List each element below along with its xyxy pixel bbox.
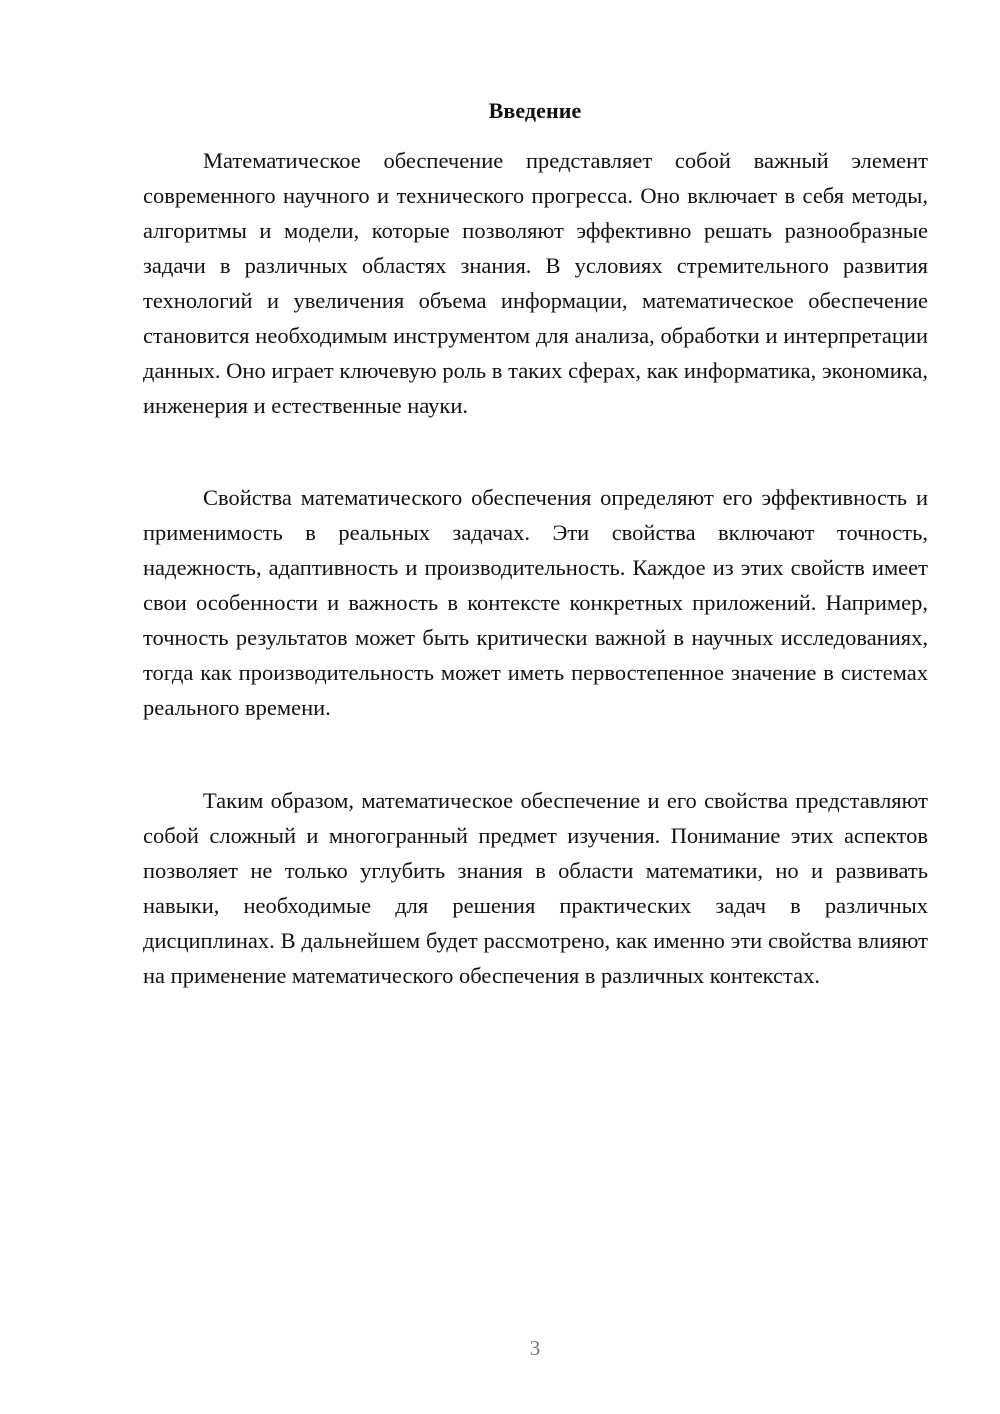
paragraph-2: Свойства математического обеспечения определяют его эффективность и применимость в реальных задачах. Эти свойства включают точность, надежность, адаптивность и производительность. Каждое из этих свойств имеет свои особенности и важность в контексте конкретных приложений. Например, точность результатов может быть критически важной в научных исследованиях, тогда как производительность может иметь первостепенное значение в системах реального времени. <box>143 485 928 720</box>
paragraph-3-block <box>143 783 928 993</box>
page-number: 3 <box>529 1336 541 1360</box>
paragraph-1-block <box>143 143 928 423</box>
paragraph-1: Математическое обеспечение представляет собой важный элемент современного научного и технического прогресса. Оно включает в себя методы, алгоритмы и модели, которые позволяют эффективно решать разнообразные задачи в различных областях знания. В условиях стремительного развития технологий и увеличения объема информации, математическое обеспечение становится необходимым инструментом для анализа, обработки и интерпретации данных. Оно играет ключевую роль в таких сферах, как информатика, экономика, инженерия и естественные науки. <box>143 148 928 418</box>
page-title: Введение <box>488 98 582 123</box>
paragraph-3: Таким образом, математическое обеспечение и его свойства представляют собой сложный и многогранный предмет изучения. Понимание этих аспектов позволяет не только углубить знания в области математики, но и развивать навыки, необходимые для решения практических задач в различных дисциплинах. В дальнейшем будет рассмотрено, как именно эти свойства влияют на применение математического обеспечения в различных контекстах. <box>143 788 928 988</box>
paragraph-2-block <box>143 480 928 725</box>
